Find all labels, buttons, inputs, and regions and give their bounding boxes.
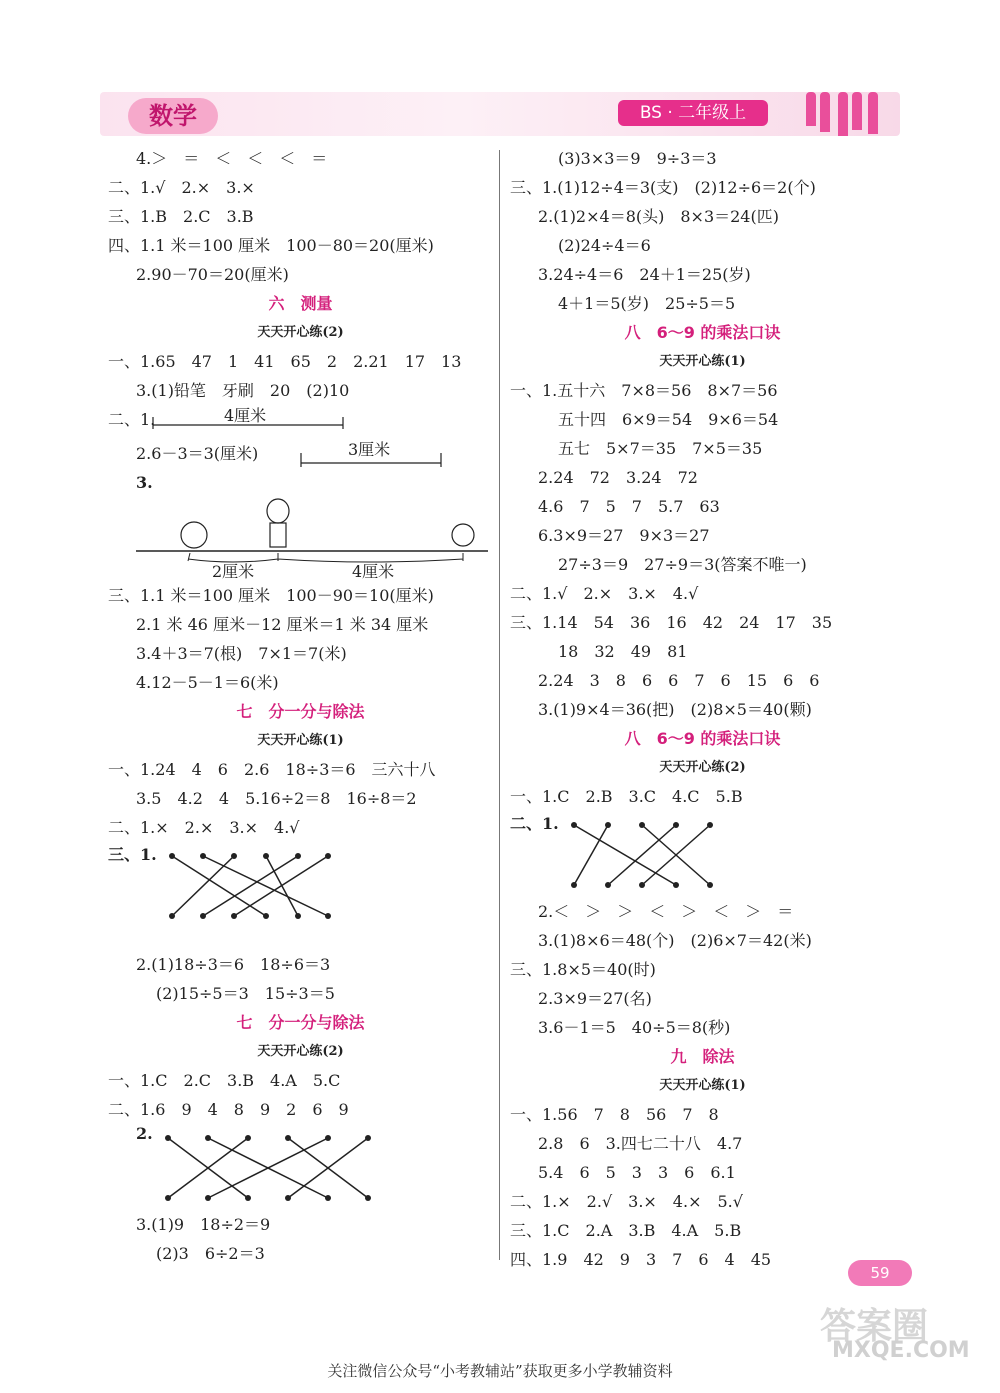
answer-line: 2.24 3 8 6 6 7 6 15 6 6	[538, 671, 820, 690]
answer-line: 18 32 49 81	[558, 642, 688, 661]
footer-note: 关注微信公众号“小考教辅站”获取更多小学教辅资料	[327, 1362, 673, 1380]
matching-figure	[108, 842, 493, 950]
answer-line: 3.6－1＝5 40÷5＝8(秒)	[538, 1018, 731, 1037]
figure-prefix: 二、1.	[510, 814, 559, 833]
book-decoration	[806, 92, 816, 126]
dot	[285, 1135, 291, 1141]
dot	[707, 882, 713, 888]
answer-line: 4.12－5－1＝6(米)	[136, 673, 279, 692]
answer-line: 二、1.√ 2.× 3.×	[108, 178, 255, 197]
answer-line: 3.5 4.2 4 5.16÷2＝8 16÷8＝2	[136, 789, 417, 808]
answer-line: 2.(1)2×4＝8(头) 8×3＝24(匹)	[538, 207, 779, 226]
dot	[169, 913, 175, 919]
figure-prefix: 三、1.	[108, 845, 157, 864]
matching-figure	[510, 811, 895, 897]
answer-line: 4.＞ ＝ ＜ ＜ ＜ ＝	[136, 149, 328, 168]
matching-line	[234, 856, 328, 916]
length-label: 2厘米	[212, 562, 255, 581]
length-label: 4厘米	[224, 406, 267, 425]
answer-line: 3.24÷4＝6 24＋1＝25(岁)	[538, 265, 751, 284]
dot	[200, 853, 206, 859]
dot	[639, 882, 645, 888]
dot	[365, 1195, 371, 1201]
dot	[231, 913, 237, 919]
rabbit-figure	[108, 473, 493, 581]
matching-line	[574, 825, 676, 885]
dot	[325, 1135, 331, 1141]
answer-line: 五十四 6×9＝54 9×6＝54	[558, 410, 779, 429]
answer-line: 2.1 米 46 厘米－12 厘米＝1 米 34 厘米	[136, 615, 429, 634]
answer-line: (2)15÷5＝3 15÷3＝5	[156, 984, 335, 1003]
answer-line: 四、1.9 42 9 3 7 6 4 45	[510, 1250, 772, 1269]
answer-line: 3.(1)铅笔 牙刷 20 (2)10	[136, 381, 350, 400]
dot	[165, 1195, 171, 1201]
book-decoration	[838, 92, 848, 136]
matching-line	[608, 825, 676, 885]
watermark-url: MXQE.COM	[832, 1338, 970, 1363]
exercise-title: 天天开心练(1)	[257, 733, 344, 748]
answer-line: 2.3×9＝27(名)	[538, 989, 652, 1008]
answer-line: 一、1.C 2.B 3.C 4.C 5.B	[510, 787, 743, 806]
answer-line: 2.24 72 3.24 72	[538, 468, 698, 487]
dot	[325, 913, 331, 919]
dot	[639, 822, 645, 828]
figure-prefix: 2.6－3＝3(厘米)	[136, 444, 259, 463]
exercise-title: 天天开心练(2)	[257, 325, 344, 340]
matching-line	[574, 825, 608, 885]
answer-line: 四、1.1 米＝100 厘米 100－80＝20(厘米)	[108, 236, 434, 255]
book-decoration	[852, 92, 862, 130]
dot	[325, 853, 331, 859]
matching-line	[203, 856, 298, 916]
measure-figure	[108, 437, 493, 473]
dot	[205, 1195, 211, 1201]
answer-line: 2.90－70＝20(厘米)	[136, 265, 289, 284]
answer-line: (2)24÷4＝6	[558, 236, 651, 255]
column-divider	[499, 150, 500, 1260]
dot	[285, 1195, 291, 1201]
matching-figure	[108, 1124, 493, 1210]
answer-line: 3.4＋3＝7(根) 7×1＝7(米)	[136, 644, 347, 663]
figure-prefix: 2.	[136, 1124, 153, 1143]
book-decoration	[868, 92, 878, 134]
dot	[673, 822, 679, 828]
answer-line: 三、1.8×5＝40(时)	[510, 960, 656, 979]
section-title: 八 6～9 的乘法口诀	[624, 323, 781, 342]
matching-line	[172, 856, 234, 916]
dot	[571, 822, 577, 828]
dot	[263, 853, 269, 859]
subject-logo: 数学	[128, 98, 218, 134]
answer-line: 5.4 6 5 3 3 6 6.1	[538, 1163, 736, 1182]
dot	[325, 1195, 331, 1201]
dot	[295, 853, 301, 859]
dot	[571, 882, 577, 888]
right-column	[510, 144, 895, 1274]
answer-line: 三、1.14 54 36 16 42 24 17 35	[510, 613, 833, 632]
answer-line: 3.(1)9×4＝36(把) (2)8×5＝40(颗)	[538, 700, 812, 719]
exercise-title: 天天开心练(1)	[659, 1078, 746, 1093]
dot	[605, 822, 611, 828]
answer-line: (2)3 6÷2＝3	[156, 1244, 265, 1263]
answer-line: 27÷3＝9 27÷9＝3(答案不唯一)	[558, 555, 807, 574]
dot	[231, 853, 237, 859]
answer-line: 一、1.C 2.C 3.B 4.A 5.C	[108, 1071, 341, 1090]
answer-line: 三、1.B 2.C 3.B	[108, 207, 254, 226]
grade-badge: BS · 二年级上	[618, 100, 768, 126]
measure-figure	[108, 405, 493, 437]
answer-line: 2.(1)18÷3＝6 18÷6＝3	[136, 955, 331, 974]
dot	[295, 913, 301, 919]
dot	[365, 1135, 371, 1141]
answer-line: (3)3×3＝9 9÷3＝3	[558, 149, 717, 168]
figure-prefix: 3.	[136, 473, 153, 492]
dot	[245, 1195, 251, 1201]
exercise-title: 天天开心练(1)	[659, 354, 746, 369]
left-column	[108, 144, 493, 1268]
figure-prefix: 二、1.	[108, 410, 156, 429]
answer-line: 五七 5×7＝35 7×5＝35	[558, 439, 763, 458]
answer-line: 三、1.(1)12÷4＝3(支) (2)12÷6＝2(个)	[510, 178, 816, 197]
answer-line: 二、1.√ 2.× 3.× 4.√	[510, 584, 699, 603]
answer-line: 三、1.C 2.A 3.B 4.A 5.B	[510, 1221, 742, 1240]
answer-line: 3.(1)8×6＝48(个) (2)6×7＝42(米)	[538, 931, 812, 950]
dot	[200, 913, 206, 919]
section-title: 七 分一分与除法	[236, 702, 365, 721]
dot	[605, 882, 611, 888]
answer-line: 4＋1＝5(岁) 25÷5＝5	[558, 294, 736, 313]
section-title: 九 除法	[670, 1047, 735, 1066]
dot	[707, 822, 713, 828]
answer-line: 三、1.1 米＝100 厘米 100－90＝10(厘米)	[108, 586, 434, 605]
header-banner	[100, 92, 900, 136]
answer-line: 二、1.× 2.× 3.× 4.√	[108, 818, 300, 837]
answer-line: 二、1.× 2.√ 3.× 4.× 5.√	[510, 1192, 743, 1211]
answer-line: 二、1.6 9 4 8 9 2 6 9	[108, 1100, 349, 1119]
dot	[673, 882, 679, 888]
page-number: 59	[848, 1260, 912, 1286]
book-decoration	[820, 92, 830, 132]
exercise-title: 天天开心练(2)	[659, 760, 746, 775]
section-title: 六 测量	[268, 294, 333, 313]
answer-line: 4.6 7 5 7 5.7 63	[538, 497, 720, 516]
answer-line: 一、1.五十六 7×8＝56 8×7＝56	[510, 381, 778, 400]
exercise-title: 天天开心练(2)	[257, 1044, 344, 1059]
watermark-logo: 答案圈	[820, 1306, 929, 1347]
answer-line: 一、1.24 4 6 2.6 18÷3＝6 三六十八	[108, 760, 436, 779]
length-label: 4厘米	[352, 562, 395, 581]
dot	[245, 1135, 251, 1141]
matching-line	[203, 856, 328, 916]
answer-line: 一、1.56 7 8 56 7 8	[510, 1105, 719, 1124]
dot	[263, 913, 269, 919]
answer-line: 3.(1)9 18÷2＝9	[136, 1215, 271, 1234]
section-title: 八 6～9 的乘法口诀	[624, 729, 781, 748]
dot	[165, 1135, 171, 1141]
answer-line: 2.＜ ＞ ＞ ＜ ＞ ＜ ＞ ＝	[538, 902, 794, 921]
answer-line: 6.3×9＝27 9×3＝27	[538, 526, 710, 545]
answer-line: 一、1.65 47 1 41 65 2 2.21 17 13	[108, 352, 462, 371]
dot	[169, 853, 175, 859]
length-label: 3厘米	[348, 440, 391, 459]
answer-line: 2.8 6 3.四七二十八 4.7	[538, 1134, 743, 1153]
section-title: 七 分一分与除法	[236, 1013, 365, 1032]
dot	[205, 1135, 211, 1141]
